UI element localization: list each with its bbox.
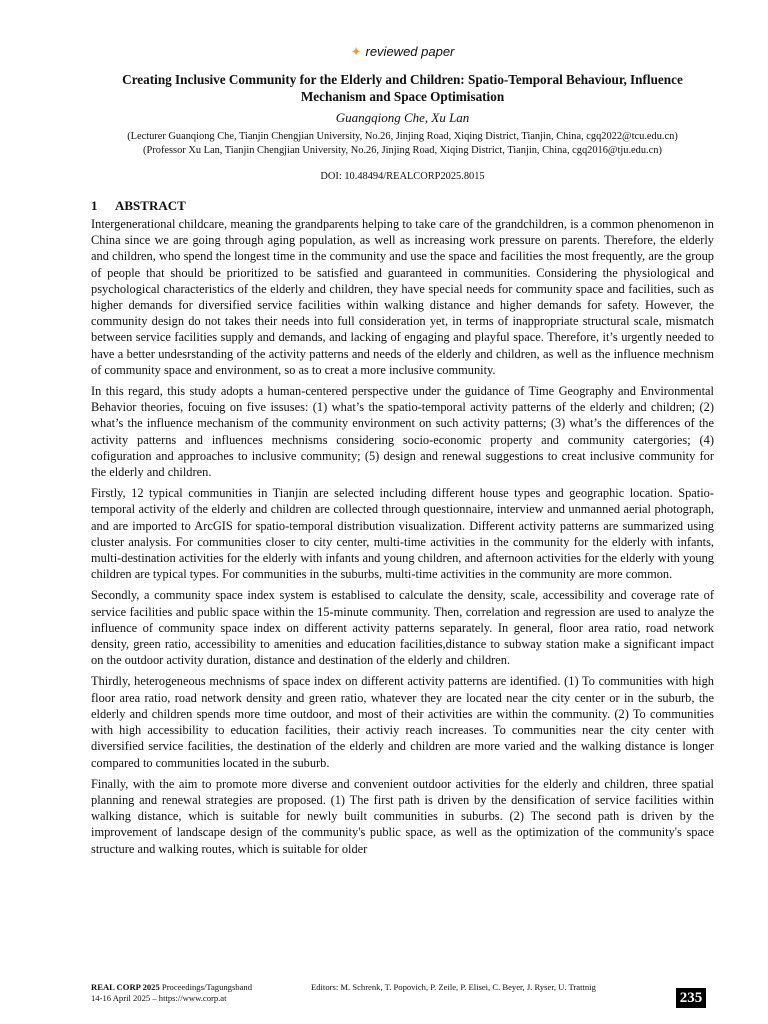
proceedings-label: Proceedings/Tagungsband	[159, 982, 253, 992]
paper-authors: Guangqiong Che, Xu Lan	[335, 110, 470, 125]
affiliation-line: (Lecturer Guanqiong Che, Tianjin Chengjian University, No.26, Jinjing Road, Xiqing District, Tianjin, China, cgq2022@tcu.edu.cn)	[127, 131, 678, 142]
paper-doi: DOI: 10.48494/REALCORP2025.8015	[320, 171, 485, 182]
abstract-paragraph: Firstly, 12 typical communities in Tianjin are selected including different house types and geographic location. Spatio-temporal activity of the elderly and children are collected through questionnaire, interview and unmanned aerial photograph, and are imported to ArcGIS for spatio-temporal distribution visualization. Different activity patterns are summarized using cluster analysis. For communities closer to city center, multi-time activities in the community for the elderly with infants, multi-destination activities for the elderly with infants and young children, and afternoon activities for the elderly with young children are typical types. For communities in the suburbs, multi-time activities in the community are more common.	[91, 486, 714, 582]
section-heading	[91, 198, 186, 214]
abstract-paragraph: Intergenerational childcare, meaning the grandparents helping to take care of the grandchildren, is a common phenomenon in China since we are going through aging population, as well as increasing work pressure on parents. Therefore, the elderly and children, who spend the longest time in the community and use the space and facilities the most frequently, are the group of people that should be prioritized to be satisfied and guaranteed in communities. Considering the physiological and psychological characteristics of the elderly and children, they have special needs for community space and facilities, such as higher demands for diversified service facilities within walking distance and higher demands for safety. However, the community design do not takes their needs into full consideration yet, in terms of inappropriate structural scale, mismatch between service facilities supply and demands, and lacking of engaging and playful space. Therefore, it’s urgently needed to have a better undesrstanding of the activity patterns and needs of the elderly and children, as well as the influence mechnism of community space and environment, so as to creat a more inclusive community.	[91, 217, 714, 377]
proceedings-name: REAL CORP 2025	[91, 982, 160, 992]
reviewed-paper-badge	[91, 44, 714, 60]
abstract-paragraph: Secondly, a community space index system is establised to calculate the density, scale, accessibility and coverage rate of service facilities and public space within the 15-minute community. Then, correlation and regression are used to analyze the influence of community space index on different activity patterns separately. In general, floor area ratio, road network density, green ratio, accessibility to amenities and education facilities,distance to subway station make a significant impact on the outdoor activity duration, distance and destination of the elderly and children.	[91, 588, 714, 668]
section-title: ABSTRACT	[115, 198, 186, 213]
reviewed-label: reviewed paper	[365, 44, 455, 59]
page-number: 235	[676, 988, 706, 1008]
footer-dates-url: 14-16 April 2025 – https://www.corp.at	[91, 992, 227, 1003]
section-number: 1	[91, 198, 98, 213]
abstract-paragraph: Finally, with the aim to promote more diverse and convenient outdoor activities for the elderly and children, three spatial planning and renewal strategies are proposed. (1) The first path is driven by the densification of service facilities within walking distance, which is suitable for newly built communities in suburbs. (2) The second path is driven by the improvement of landscape design of the community's public space, as well as the optimization of the community's space structure and walking routes, which is suitable for older	[91, 776, 714, 856]
reviewed-mark-icon: ✦	[350, 44, 362, 59]
footer-editors: Editors: M. Schrenk, T. Popovich, P. Zeile, P. Elisei, C. Beyer, J. Ryser, U. Trattnig	[311, 982, 596, 992]
page-footer	[91, 982, 714, 1012]
paper-title: Creating Inclusive Community for the Elderly and Children: Spatio-Temporal Behaviour, Influence Mechanism and Space Optimisation	[122, 72, 683, 104]
abstract-body	[91, 216, 714, 862]
affiliation-line: (Professor Xu Lan, Tianjin Chengjian University, No.26, Jinjing Road, Xiqing District, Tianjin, China, cgq2016@tju.edu.cn)	[143, 144, 662, 156]
abstract-paragraph: Thirdly, heterogeneous mechnisms of space index on different activity patterns are identified. (1) To communities with high floor area ratio, road network density and green ratio, whatever they are located near the city center or in the suburb, the elderly and children spends more time outdoor, and most of their activities are within the community. (2) To communities with high accessibility to education facilities, their activiy reach increases. To communities near the city center with diversified service facilities, the destination of the elderly and children are more varied and the walking distance is longer compared to communities located in the suburb.	[91, 674, 714, 770]
footer-proceedings	[91, 982, 301, 1003]
author-affiliations	[91, 130, 714, 157]
abstract-paragraph: In this regard, this study adopts a human-centered perspective under the guidance of Time Geography and Environmental Behavior theories, focuing on five issuses: (1) what’s the spatio-temporal activity patterns of the elderly and children; (2) what’s the influence mechanism of the community environment on such activity patterns; (3) what’s the differences of the activity patterns and influences mechnisms considering socio-economic property and community catergories; (4) cofiguration and approaches to inclusive community; (5) design and renewal suggestions to creat inclusive community for the elderly and children.	[91, 384, 714, 480]
